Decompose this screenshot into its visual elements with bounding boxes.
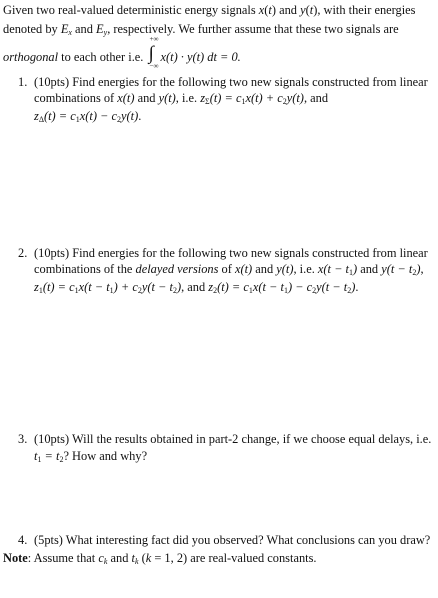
- q1-text: combinations of: [34, 91, 118, 105]
- integral-sign: ∫: [148, 43, 154, 64]
- q1-text: .: [138, 109, 142, 123]
- math-sub: 1: [75, 115, 80, 124]
- math-expr: (t) = c: [43, 109, 76, 123]
- note-text: = 1, 2) are real-valued constants.: [151, 551, 317, 565]
- math-paren: ): [416, 262, 421, 276]
- q2-text: of: [218, 262, 235, 276]
- q1-text: , and: [303, 91, 329, 105]
- math-y: y: [300, 3, 306, 17]
- q2-text: combinations of the: [34, 262, 136, 276]
- math-k: k: [145, 551, 152, 565]
- q2-number: 2.: [18, 246, 28, 260]
- q1-number: 1.: [18, 75, 28, 89]
- intro-text: Given two real-valued deterministic energy signals: [3, 3, 259, 17]
- math-sub: 1: [109, 286, 114, 295]
- math-z-diff: z: [34, 109, 39, 123]
- intro-text: ), with their energies: [313, 3, 416, 17]
- q3-line-2: [34, 449, 147, 464]
- delayed-versions-term: delayed versions: [135, 262, 219, 276]
- q3-line-1: [18, 432, 431, 447]
- note-text: and: [107, 551, 132, 565]
- intro-text: to each other i.e.: [58, 50, 147, 64]
- orthogonality-expression: x(t) · y(t) dt = 0.: [160, 50, 241, 64]
- math-t1: t: [34, 449, 38, 463]
- math-paren: (: [305, 3, 310, 17]
- math-t: t: [309, 3, 314, 17]
- math-sub: 1: [283, 286, 288, 295]
- note-text: : Assume that: [27, 551, 99, 565]
- math-sub: 2: [59, 455, 64, 464]
- math-sub: 2: [282, 97, 287, 106]
- math-sub: y: [103, 28, 108, 37]
- math-energy-y: E: [96, 22, 104, 36]
- math-expr: (t) = c: [42, 280, 75, 294]
- math-sub: 1: [248, 286, 253, 295]
- math-sub: 2: [347, 286, 352, 295]
- math-z2: z: [208, 280, 214, 294]
- math-t: t: [131, 551, 135, 565]
- math-z1: z: [34, 280, 39, 294]
- math-t: t: [268, 3, 272, 17]
- math-y: y(t): [276, 262, 294, 276]
- q2-text: , i.e.: [293, 262, 318, 276]
- math-sub: 2: [312, 286, 317, 295]
- intro-line-1: [3, 3, 416, 18]
- math-expr: (t) = c: [209, 91, 242, 105]
- math-y-delayed: y(t − t: [381, 262, 413, 276]
- math-sub: 2: [137, 286, 142, 295]
- math-expr: = t: [41, 449, 60, 463]
- note-label: Note: [3, 551, 28, 565]
- q1-text: , i.e.: [175, 91, 201, 105]
- q2-text: .: [355, 280, 359, 294]
- math-y: y(t): [158, 91, 176, 105]
- math-sub: 2: [172, 286, 177, 295]
- q2-text: (10pts) Find energies for the following two new signals constructed from linear: [34, 246, 428, 260]
- intro-text: ) and: [271, 3, 301, 17]
- math-sub: 1: [38, 286, 43, 295]
- note-line: [3, 551, 317, 566]
- math-sub: k: [103, 557, 108, 566]
- math-expr: y(t): [286, 91, 304, 105]
- integral-upper-limit: +∞: [149, 35, 159, 43]
- q2-text: , and: [181, 280, 209, 294]
- integral-symbol: [147, 35, 161, 70]
- note-text: (: [138, 551, 146, 565]
- math-expr: ) − c: [287, 280, 313, 294]
- math-sub: Δ: [38, 115, 44, 124]
- q2-line-2: [34, 262, 424, 277]
- math-sub: k: [134, 557, 139, 566]
- math-expr: x(t) − c: [79, 109, 118, 123]
- math-x-delayed: x(t − t: [317, 262, 349, 276]
- math-paren: ): [353, 262, 358, 276]
- math-x: x(t): [117, 91, 135, 105]
- math-x: x(t): [234, 262, 253, 276]
- math-sub: 2: [213, 286, 218, 295]
- math-expr: x(t − t: [252, 280, 284, 294]
- math-expr: x(t − t: [78, 280, 110, 294]
- math-x: x: [258, 3, 265, 17]
- q3-text: (10pts) Will the results obtained in part-2 change, if we choose equal delays, i.e.: [34, 432, 432, 446]
- orthogonal-term: orthogonal: [3, 50, 59, 64]
- math-sub: x: [68, 28, 72, 37]
- q2-text: ,: [420, 262, 424, 276]
- math-sub: 1: [349, 268, 353, 277]
- math-z-sum: z: [200, 91, 206, 105]
- q4-text: (5pts) What interesting fact did you observed? What conclusions can you draw?: [34, 533, 431, 547]
- math-sub: Σ: [205, 97, 210, 106]
- math-sub: 1: [74, 286, 79, 295]
- q3-number: 3.: [18, 432, 28, 446]
- intro-text: denoted by: [3, 22, 61, 36]
- q1-text: (10pts) Find energies for the following two new signals constructed from linear: [34, 75, 428, 89]
- math-expr: ) + c: [113, 280, 138, 294]
- q2-text: and: [252, 262, 277, 276]
- q1-text: and: [134, 91, 159, 105]
- q1-line-1: [18, 75, 428, 90]
- integral-lower-limit: −∞: [149, 62, 159, 70]
- math-expr: (t) = c: [217, 280, 249, 294]
- math-expr: ): [351, 280, 356, 294]
- math-expr: y(t − t: [316, 280, 348, 294]
- intro-line-3: [3, 35, 241, 70]
- math-expr: y(t): [121, 109, 139, 123]
- intro-text: and: [71, 22, 97, 36]
- math-expr: y(t − t: [141, 280, 173, 294]
- math-sub: 1: [241, 97, 246, 106]
- math-sub: 2: [117, 115, 122, 124]
- q4-line-1: [18, 533, 430, 548]
- q1-line-3: [34, 109, 141, 124]
- q2-line-1: [18, 246, 428, 261]
- q4-number: 4.: [18, 533, 28, 547]
- q2-text: and: [357, 262, 382, 276]
- q1-line-2: [34, 91, 328, 106]
- math-expr: x(t) + c: [245, 91, 283, 105]
- q3-text: ? How and why?: [63, 449, 148, 463]
- math-paren: (: [264, 3, 269, 17]
- intro-text: , respectively. We further assume that these two signals are: [107, 22, 399, 36]
- math-expr: ): [176, 280, 182, 294]
- math-sub: 1: [37, 455, 42, 464]
- math-c: c: [98, 551, 104, 565]
- q2-line-3: [34, 280, 358, 295]
- math-energy-x: E: [60, 22, 69, 36]
- math-sub: 2: [412, 268, 417, 277]
- intro-line-2: [3, 22, 399, 37]
